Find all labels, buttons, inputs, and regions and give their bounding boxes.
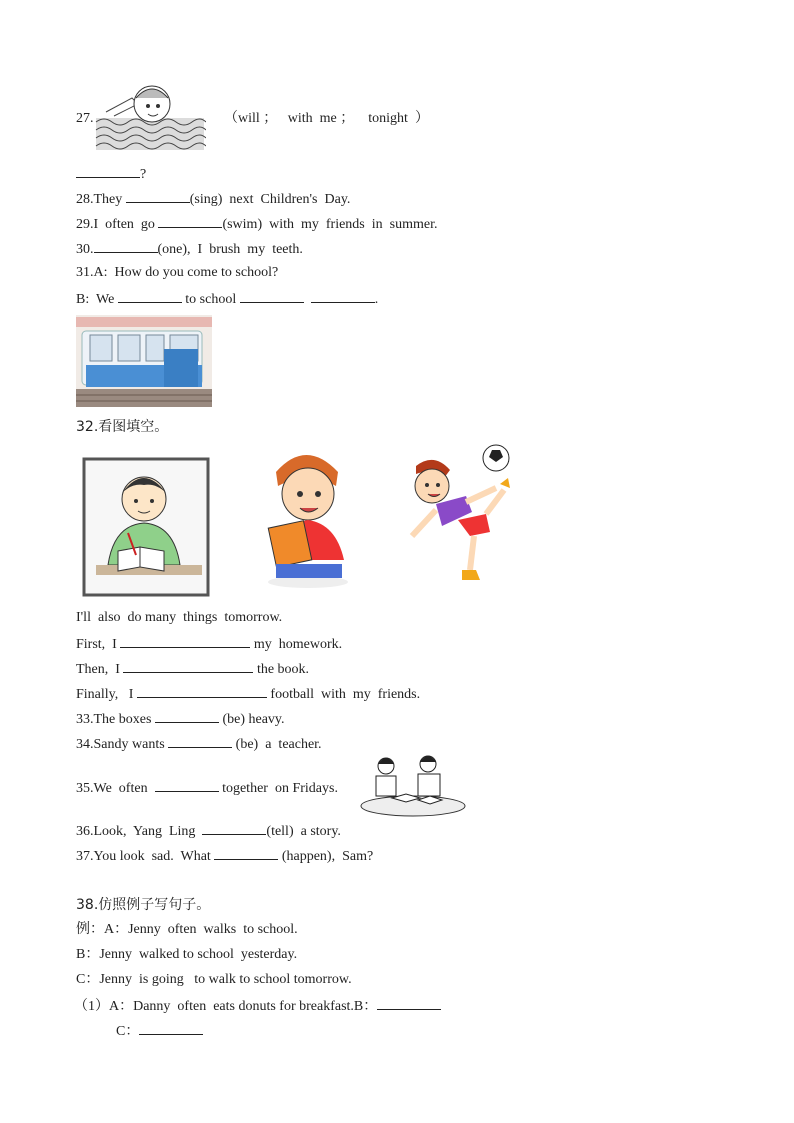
answer-blank[interactable]: [76, 164, 140, 178]
answer-blank[interactable]: [155, 778, 219, 792]
answer-blank[interactable]: [137, 684, 267, 698]
q27-answer-line: ?: [76, 164, 146, 184]
q31-question: 31.A: How do you come to school?: [76, 265, 279, 280]
train-picture: [76, 315, 212, 407]
q36: 36.Look, Yang Ling (tell) a story.: [76, 821, 341, 841]
q32-line1: First, I my homework.: [76, 634, 342, 654]
answer-blank[interactable]: [118, 289, 182, 303]
answer-blank[interactable]: [123, 659, 253, 673]
q38-example-a: 例：A：Jenny often walks to school.: [76, 922, 298, 937]
q38-title: 38.仿照例子写句子。: [76, 897, 211, 913]
answer-blank[interactable]: [377, 996, 441, 1010]
q27-number: 27.: [76, 111, 94, 126]
answer-blank[interactable]: [155, 709, 219, 723]
q33: 33.The boxes (be) heavy.: [76, 709, 285, 729]
answer-blank[interactable]: [94, 239, 158, 253]
q32-line3: Finally, I football with my friends.: [76, 684, 420, 704]
boy-playing-football-picture: [402, 440, 514, 596]
answer-blank[interactable]: [168, 734, 232, 748]
q38-part1: （1）A：Danny often eats donuts for breakfast.B：: [74, 996, 441, 1016]
q38-example-b: B：Jenny walked to school yesterday.: [76, 947, 298, 962]
q31-answer: B: We to school .: [76, 289, 378, 309]
answer-blank[interactable]: [139, 1021, 203, 1035]
answer-blank[interactable]: [214, 846, 278, 860]
q27-hint: （will ； with me ； tonight ）: [224, 111, 429, 126]
q32-title: 32.看图填空。: [76, 419, 169, 435]
q34: 34.Sandy wants (be) a teacher.: [76, 734, 322, 754]
q35: 35.We often together on Fridays.: [76, 778, 338, 798]
boy-writing-picture: [78, 455, 212, 599]
q29: 29.I often go (swim) with my friends in summer.: [76, 214, 437, 234]
answer-blank[interactable]: [126, 189, 190, 203]
answer-blank[interactable]: [120, 634, 250, 648]
q32-intro: I'll also do many things tomorrow.: [76, 610, 283, 625]
children-reading-together-picture: [358, 752, 468, 818]
q28: 28.They (sing) next Children's Day.: [76, 189, 350, 209]
q30: 30. (one), I brush my teeth.: [76, 239, 303, 259]
boy-reading-picture: [262, 448, 358, 592]
answer-blank[interactable]: [202, 821, 266, 835]
answer-blank[interactable]: [158, 214, 222, 228]
swimming-picture: [94, 82, 206, 152]
q32-line2: Then, I the book.: [76, 659, 309, 679]
q37: 37.You look sad. What (happen), Sam?: [76, 846, 373, 866]
q38-example-c: C：Jenny is going to walk to school tomorrow.: [76, 972, 352, 987]
q38-part1-c: C：: [116, 1021, 203, 1041]
answer-blank[interactable]: [311, 289, 375, 303]
answer-blank[interactable]: [240, 289, 304, 303]
